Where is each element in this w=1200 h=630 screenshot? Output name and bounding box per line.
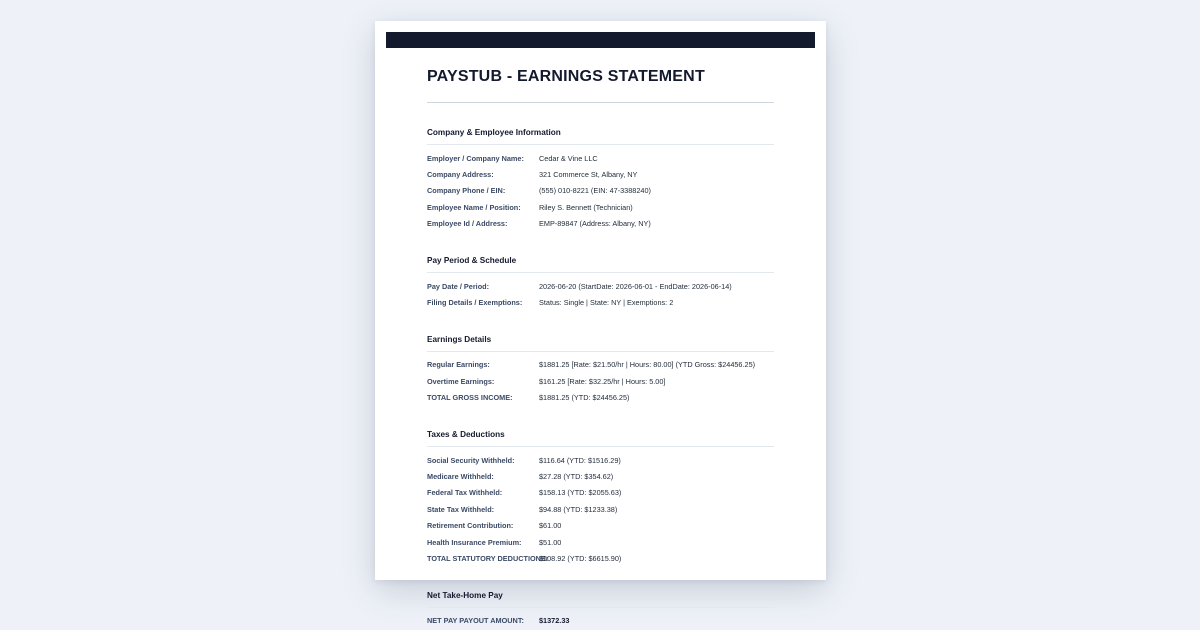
row-medicare	[427, 468, 774, 484]
document-title: PAYSTUB - EARNINGS STATEMENT	[427, 68, 705, 85]
section-title: Company & Employee Information	[427, 128, 561, 137]
row-employee-name-position	[427, 199, 774, 215]
field-label: Overtime Earnings:	[427, 376, 495, 386]
field-value: $508.92 (YTD: $6615.90)	[539, 553, 622, 563]
field-label: Company Phone / EIN:	[427, 186, 506, 196]
field-label: NET PAY PAYOUT AMOUNT:	[427, 616, 524, 626]
field-label: Retirement Contribution:	[427, 521, 514, 531]
section-divider	[427, 607, 774, 608]
document-content	[427, 68, 774, 629]
field-label: Health Insurance Premium:	[427, 537, 522, 547]
field-value: $116.64 (YTD: $1516.29)	[539, 455, 621, 465]
field-value: Riley S. Bennett (Technician)	[539, 202, 633, 212]
field-label: Employee Id / Address:	[427, 219, 508, 229]
section-divider	[427, 144, 774, 145]
field-value: $94.88 (YTD: $1233.38)	[539, 504, 618, 514]
field-label: Filing Details / Exemptions:	[427, 298, 523, 308]
section-title: Pay Period & Schedule	[427, 255, 517, 265]
title-divider	[427, 102, 774, 103]
row-state-tax	[427, 501, 774, 517]
section-divider	[427, 351, 774, 352]
section-title: Net Take-Home Pay	[427, 590, 503, 600]
section-company-employee	[427, 128, 774, 232]
field-value: $1881.25 [Rate: $21.50/hr | Hours: 80.00] (YTD Gross: $24456.25)	[539, 360, 756, 370]
field-value: $1881.25 (YTD: $24456.25)	[539, 393, 630, 403]
section-title: Taxes & Deductions	[427, 429, 505, 439]
field-label: Company Address:	[427, 170, 494, 180]
field-value: $61.00	[539, 521, 562, 531]
field-value: EMP-89847 (Address: Albany, NY)	[539, 219, 651, 229]
field-value: $158.13 (YTD: $2055.63)	[539, 488, 622, 498]
row-regular-earnings	[427, 357, 774, 373]
field-value: $161.25 [Rate: $32.25/hr | Hours: 5.00]	[539, 376, 666, 386]
field-label: TOTAL GROSS INCOME:	[427, 393, 513, 403]
field-label: Social Security Withheld:	[427, 455, 515, 465]
row-overtime-earnings	[427, 373, 774, 389]
section-earnings	[427, 335, 774, 406]
row-filing-details	[427, 294, 774, 310]
row-total-deductions	[427, 550, 774, 566]
field-label: Federal Tax Withheld:	[427, 488, 503, 498]
net-pay-value: $1372.33	[539, 616, 570, 626]
field-value: (555) 010-8221 (EIN: 47-3388240)	[539, 186, 651, 196]
field-label: Employee Name / Position:	[427, 202, 521, 212]
field-value: $51.00	[539, 537, 562, 547]
row-social-security	[427, 452, 774, 468]
row-federal-tax	[427, 485, 774, 501]
row-health-insurance	[427, 534, 774, 550]
paystub-document	[375, 21, 826, 626]
section-divider	[427, 446, 774, 447]
field-label: Medicare Withheld:	[427, 471, 494, 481]
section-pay-period	[427, 256, 774, 311]
field-value: Status: Single | State: NY | Exemptions: 2	[539, 298, 674, 308]
field-value: 321 Commerce St, Albany, NY	[539, 170, 638, 180]
field-label: Regular Earnings:	[427, 360, 490, 370]
field-value: $27.28 (YTD: $354.62)	[539, 471, 614, 481]
row-pay-date-period	[427, 278, 774, 294]
field-value: 2026-06-20 (StartDate: 2026-06-01 - EndDate: 2026-06-14)	[539, 281, 732, 291]
row-employer-name	[427, 150, 774, 166]
section-divider	[427, 272, 774, 273]
field-label: TOTAL STATUTORY DEDUCTIONS:	[427, 553, 549, 563]
row-employee-id-address	[427, 216, 774, 232]
header-bar	[386, 32, 815, 48]
row-company-address	[427, 166, 774, 182]
row-retirement-contribution	[427, 517, 774, 533]
section-taxes-deductions	[427, 430, 774, 567]
row-total-gross-income	[427, 390, 774, 406]
field-label: Pay Date / Period:	[427, 281, 490, 291]
field-value: Cedar & Vine LLC	[539, 153, 598, 163]
field-label: Employer / Company Name:	[427, 153, 524, 163]
section-net-pay	[427, 591, 774, 629]
row-net-pay-amount	[427, 613, 774, 629]
section-title: Earnings Details	[427, 334, 492, 344]
field-label: State Tax Withheld:	[427, 504, 495, 514]
row-company-phone-ein	[427, 183, 774, 199]
